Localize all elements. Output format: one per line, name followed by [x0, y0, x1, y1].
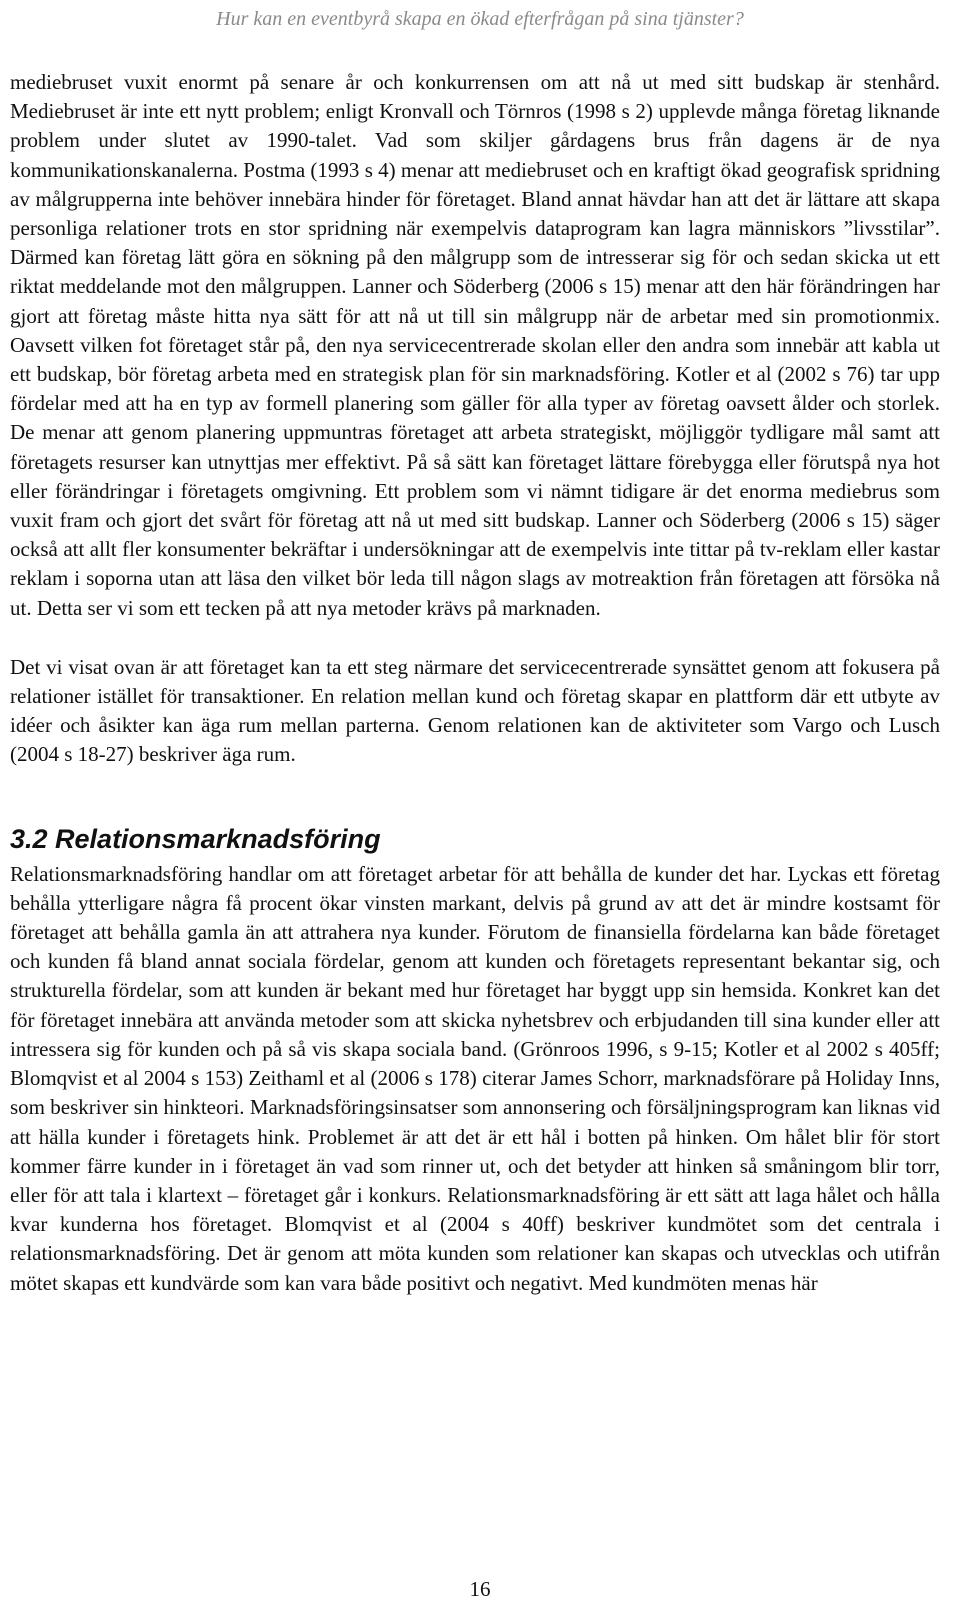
- paragraph-spacer: [10, 623, 940, 653]
- page-number: 16: [469, 1577, 491, 1601]
- paragraph-mediebrus: mediebruset vuxit enormt på senare år och konkurrensen om att nå ut med sitt budskap är stenhård. Mediebruset är inte ett nytt problem; enligt Kronvall och Törnros (1998 s 2) upplevde många företag liknande problem under slutet av 1990-talet. Vad som skiljer gårdagens brus från dagens är de nya kommunikationskanalerna. Postma (1993 s 4) menar att mediebruset och en kraftigt ökad geografisk spridning av målgrupperna inte behöver innebära hinder för företaget. Bland annat hävdar han att det är lättare att skapa personliga relationer trots en stor spridning när exempelvis dataprogram kan lagra människors ”livsstilar”. Därmed kan företag lätt göra en sökning på den målgrupp som de intresserar sig för och sedan skicka ut ett riktat meddelande mot den målgruppen. Lanner och Söderberg (2006 s 15) menar att den här förändringen har gjort att företag måste hitta nya sätt för att nå ut till sin målgrupp när de arbetar med sin promotionmix. Oavsett vilken fot företaget står på, den nya servicecentrerade skolan eller den andra som innebär att kabla ut ett budskap, bör företag arbeta med en strategisk plan för sin marknadsföring. Kotler et al (2002 s 76) tar upp fördelar med att ha en typ av formell planering som gäller för alla typer av företag oavsett ålder och storlek. De menar att genom planering uppmuntras företaget att arbeta strategiskt, möjliggör tydligare mål samt att företagets resurser kan utnyttjas mer effektivt. På så sätt kan företaget lättare förebygga eller förutspå nya hot eller förändringar i företagets omgivning. Ett problem som vi nämnt tidigare är det enorma mediebrus som vuxit fram och gjort det svårt för företag att nå ut med sitt budskap. Lanner och Söderberg (2006 s 15) säger också att allt fler konsumenter bekräftar i undersökningar att de exempelvis inte tittar på tv-reklam eller kastar reklam i soporna utan att läsa den vilket bör leda till någon slags av motreaktion från företagen att försöka nå ut. Detta ser vi som ett tecken på att nya metoder krävs på marknaden.: [10, 70, 940, 620]
- paragraph-relationsmarknadsforing: Relationsmarknadsföring handlar om att företaget arbetar för att behålla de kunder det har. Lyckas ett företag behålla ytterligare några få procent ökar vinsten markant, delvis på grund av att det är mindre kostsamt för företaget att behålla gamla än att attrahera nya kunder. Förutom de finansiella fördelarna kan både företaget och kunden få bland annat sociala fördelar, genom att kunden och företagets representant bekantar sig, och strukturella fördelar, som att kunden är bekant med hur företaget har byggt upp sin hemsida. Konkret kan det för företaget innebära att använda metoder som att skicka nyhetsbrev och erbjudanden till sina kunder eller att intressera sig för kunden och på så vis skapa sociala band. (Grönroos 1996, s 9-15; Kotler et al 2002 s 405ff; Blomqvist et al 2004 s 153) Zeithaml et al (2006 s 178) citerar James Schorr, marknadsförare på Holiday Inns, som beskriver sin hinkteori. Marknadsföringsinsatser som annonsering och försäljningsprogram kan liknas vid att hälla kunder i företagets hink. Problemet är att det är ett hål i botten på hinken. Om hålet blir för stort kommer färre kunder in i företaget än vad som rinner ut, och det betyder att hinken så småningom blir torr, eller för att tala i klartext – företaget går i konkurs. Relationsmarknadsföring är ett sätt att laga hålet och hålla kvar kunderna hos företaget. Blomqvist et al (2004 s 40ff) beskriver kundmötet som det centrala i relationsmarknadsföring. Det är genom att möta kunden som relationer kan skapas och utvecklas och utifrån mötet skapas ett kundvärde som kan vara både positivt och negativt. Med kundmöten menas här: [10, 861, 940, 1295]
- section-heading: 3.2 Relationsmarknadsföring: [10, 823, 381, 854]
- running-header: Hur kan en eventbyrå skapa en ökad efterfrågan på sina tjänster?: [216, 8, 744, 30]
- paragraph-relationer: Det vi visat ovan är att företaget kan ta ett steg närmare det servicecentrerade synsättet genom att fokusera på relationer istället för transaktioner. En relation mellan kund och företag skapar en plattform där ett utbyte av idéer och åsikter kan äga rum mellan parterna. Genom relationen kan de aktiviteter som Vargo och Lusch (2004 s 18-27) beskriver äga rum.: [10, 654, 940, 767]
- body-text: [10, 68, 940, 1298]
